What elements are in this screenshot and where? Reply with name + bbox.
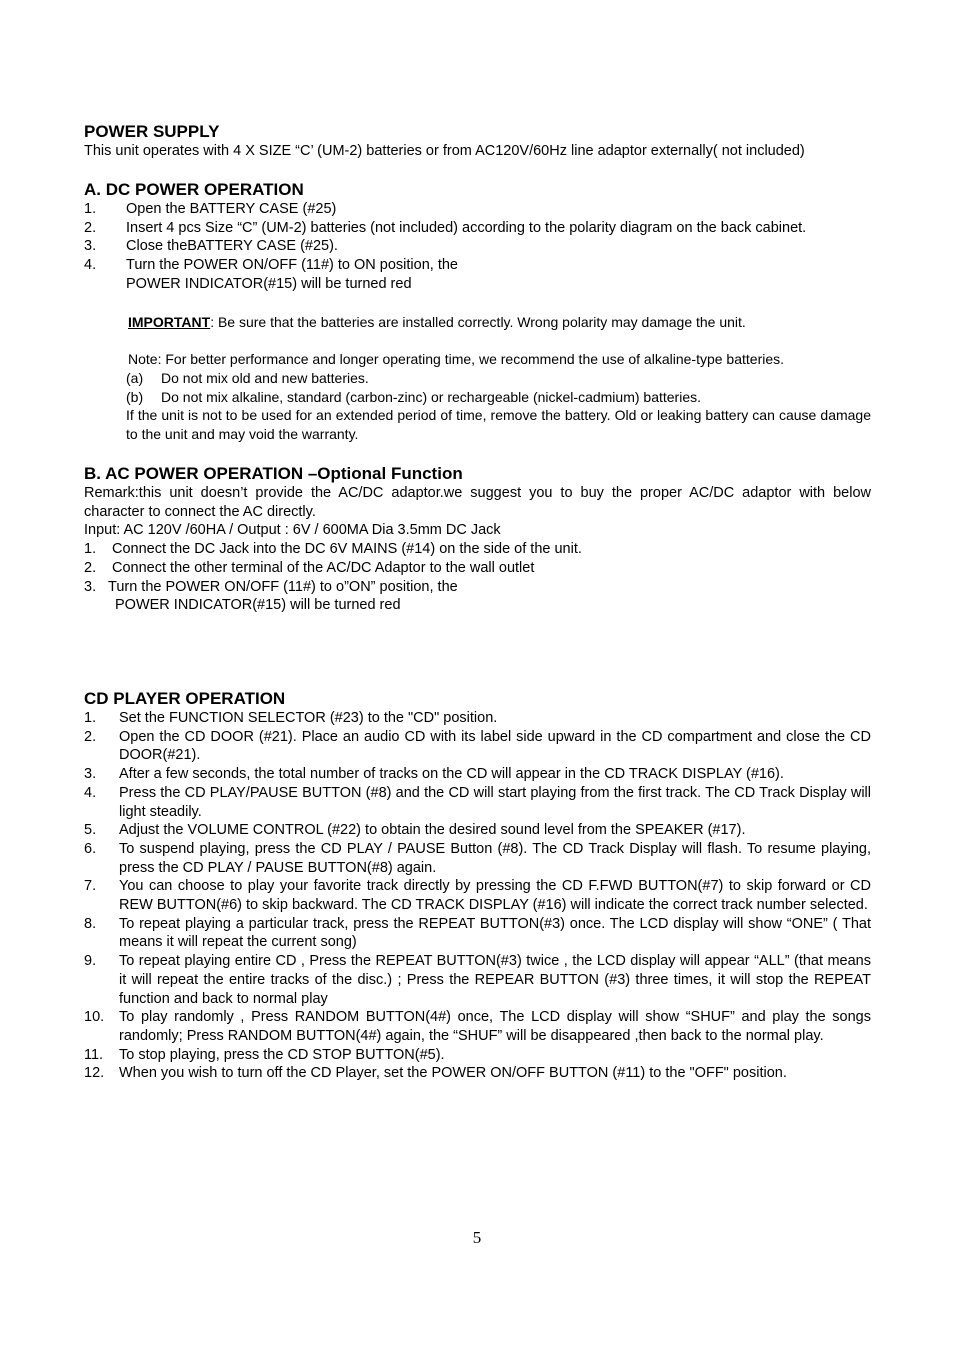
ac-power-section <box>84 464 871 615</box>
list-item: 9. To repeat playing entire CD , Press the REPEAT BUTTON(#3) twice , the LCD display will appear “ALL” (that means it will repeat the entire tracks of the disc.) ; Press the REPEAR BUTTON (#3) three times, it will stop the REPEAT function and back to normal play <box>84 953 871 1007</box>
ac-power-heading: B. AC POWER OPERATION –Optional Function <box>84 464 463 483</box>
list-item: 1. Open the BATTERY CASE (#25) <box>84 201 337 217</box>
list-item: 3. Close theBATTERY CASE (#25). <box>84 238 338 255</box>
cd-steps-list <box>84 709 871 1083</box>
ac-step3-continuation: POWER INDICATOR(#15) will be turned red <box>115 597 401 614</box>
power-supply-text: This unit operates with 4 X SIZE “C’ (UM-2) batteries or from AC120V/60Hz line adaptor externally( not included) <box>84 143 805 159</box>
battery-note: Note: For better performance and longer operating time, we recommend the use of alkaline-type batteries. <box>128 351 785 368</box>
power-supply-section <box>84 122 871 161</box>
list-item: 10. To play randomly , Press RANDOM BUTTON(4#) once, The LCD display will show “SHUF” and play the songs randomly; Press RANDOM BUTTON(4#) again, the “SHUF” will be disappeared ,then back to the normal play. <box>84 1009 871 1044</box>
list-item: 2. Insert 4 pcs Size “C” (UM-2) batteries (not included) according to the polarity diagram on the back cabinet. <box>84 219 807 236</box>
list-item: 1. Connect the DC Jack into the DC 6V MAINS (#14) on the side of the unit. <box>84 541 582 558</box>
list-item: 2. Connect the other terminal of the AC/DC Adaptor to the wall outlet <box>84 559 535 576</box>
cd-player-section <box>84 689 871 1083</box>
dc-step4-continuation: POWER INDICATOR(#15) will be turned red <box>126 275 412 292</box>
dc-steps-list <box>84 200 871 275</box>
important-note: IMPORTANT: Be sure that the batteries are installed correctly. Wrong polarity may damage the unit. <box>128 313 746 330</box>
list-item: 6. To suspend playing, press the CD PLAY / PAUSE Button (#8). The CD Track Display will flash. To resume playing, press the CD PLAY / PAUSE BUTTON(#8) again. <box>84 840 871 876</box>
ac-remark: Remark:this unit doesn’t provide the AC/DC adaptor.we suggest you to buy the proper AC/DC adaptor with below character to connect the AC directly. <box>84 485 871 520</box>
battery-warning: If the unit is not to be used for an extended period of time, remove the battery. Old or leaking battery can cause damage to the unit and may void the warranty. <box>126 407 871 443</box>
dc-power-section <box>84 180 871 444</box>
list-item: (b) Do not mix alkaline, standard (carbon-zinc) or rechargeable (nickel-cadmium) batteries. <box>126 388 702 405</box>
ac-input-spec: Input: AC 120V /60HA / Output : 6V / 600MA Dia 3.5mm DC Jack <box>84 522 501 539</box>
list-item: 4. Turn the POWER ON/OFF (11#) to ON position, the <box>84 257 458 274</box>
list-item: 4. Press the CD PLAY/PAUSE BUTTON (#8) and the CD will start playing from the first track. The CD Track Display will light steadily. <box>84 784 871 820</box>
list-item: 7. You can choose to play your favorite track directly by pressing the CD F.FWD BUTTON(#7) to skip forward or CD REW BUTTON(#6) to skip backward. The CD TRACK DISPLAY (#16) will indicate the correct track number selected. <box>84 878 871 914</box>
list-item: 3. Turn the POWER ON/OFF (11#) to o”ON” position, the <box>84 578 458 595</box>
page-number: 5 <box>472 1228 482 1247</box>
list-item: 12. When you wish to turn off the CD Player, set the POWER ON/OFF BUTTON (#11) to the "OFF" position. <box>84 1065 787 1082</box>
list-item: (a) Do not mix old and new batteries. <box>126 369 369 386</box>
list-item: 3. After a few seconds, the total number of tracks on the CD will appear in the CD TRACK DISPLAY (#16). <box>84 766 784 783</box>
power-supply-heading: POWER SUPPLY <box>84 122 220 141</box>
ac-steps-list <box>84 540 871 596</box>
list-item: 8. To repeat playing a particular track, press the REPEAT BUTTON(#3) once. The LCD display will show “ONE” ( That means it will repeat the current song) <box>84 915 871 951</box>
list-item: 11. To stop playing, press the CD STOP BUTTON(#5). <box>84 1046 445 1063</box>
list-item: 2. Open the CD DOOR (#21). Place an audio CD with its label side upward in the CD compartment and close the CD DOOR(#21). <box>84 728 871 764</box>
dc-power-heading: A. DC POWER OPERATION <box>84 180 304 199</box>
cd-player-heading: CD PLAYER OPERATION <box>84 689 286 708</box>
list-item: 5. Adjust the VOLUME CONTROL (#22) to obtain the desired sound level from the SPEAKER (#17). <box>84 822 746 839</box>
list-item: 1. Set the FUNCTION SELECTOR (#23) to the "CD" position. <box>84 710 498 726</box>
